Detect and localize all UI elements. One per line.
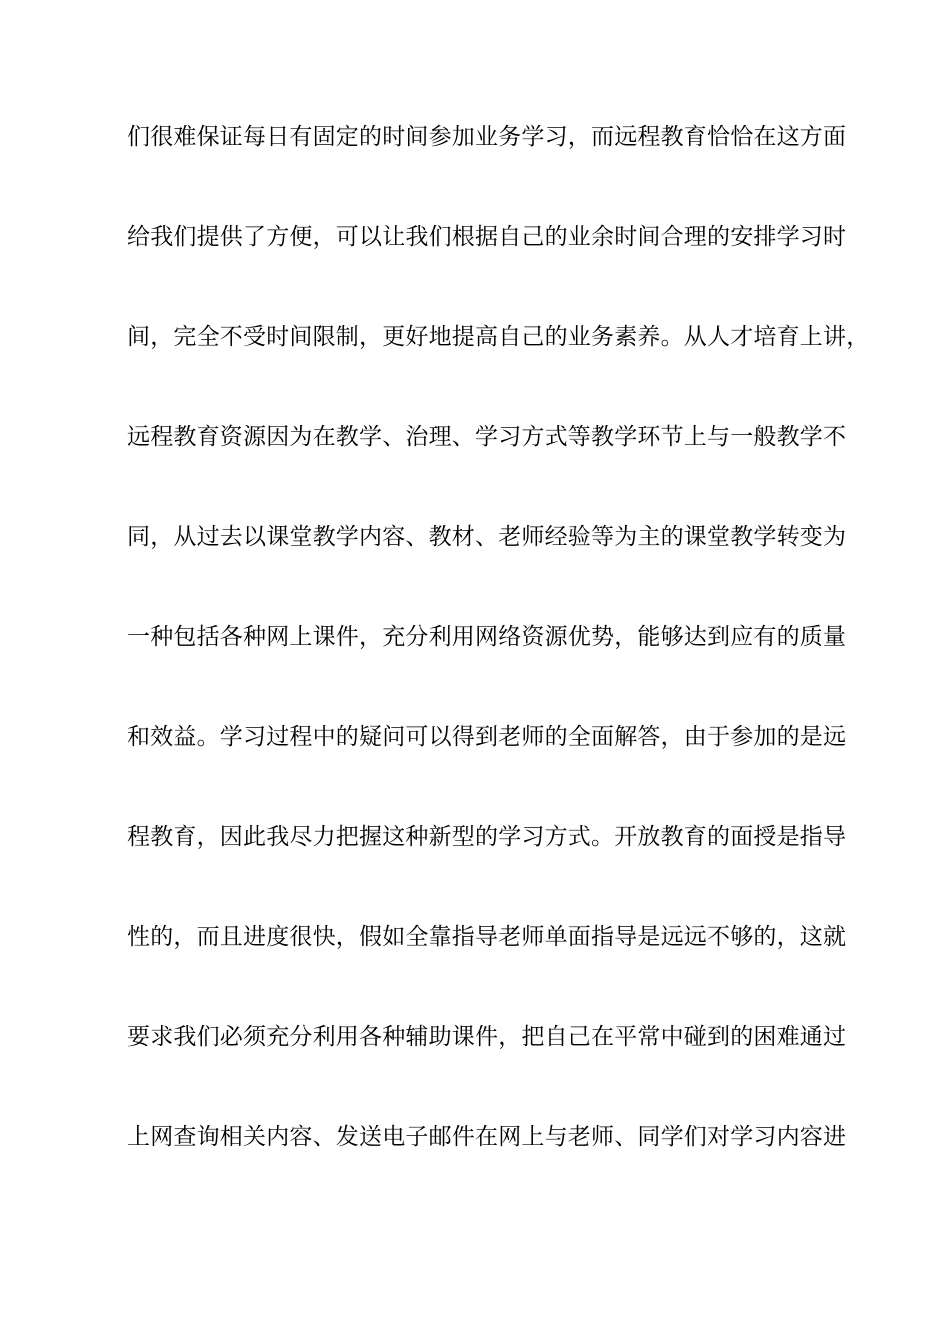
text-line-10: 要求我们必须充分利用各种辅助课件，把自己在平常中碰到的困难通过 (127, 1024, 847, 1050)
text-line-6: 一种包括各种网上课件，充分利用网络资源优势，能够达到应有的质量 (127, 624, 847, 650)
text-line-1: 们很难保证每日有固定的时间参加业务学习，而远程教育恰恰在这方面 (127, 124, 847, 150)
text-line-3: 间，完全不受时间限制，更好地提高自己的业务素养。从人才培育上讲， (127, 324, 870, 350)
text-line-2: 给我们提供了方便，可以让我们根据自己的业余时间合理的安排学习时 (127, 224, 847, 250)
body-text (127, 112, 870, 1212)
text-line-5: 同，从过去以课堂教学内容、教材、老师经验等为主的课堂教学转变为 (127, 524, 847, 550)
text-line-4: 远程教育资源因为在教学、治理、学习方式等教学环节上与一般教学不 (127, 424, 847, 450)
text-line-7: 和效益。学习过程中的疑问可以得到老师的全面解答，由于参加的是远 (127, 724, 847, 750)
text-line-8: 程教育，因此我尽力把握这种新型的学习方式。开放教育的面授是指导 (127, 824, 847, 850)
text-line-9: 性的，而且进度很快，假如全靠指导老师单面指导是远远不够的，这就 (127, 924, 847, 950)
text-line-11: 上网查询相关内容、发送电子邮件在网上与老师、同学们对学习内容进 (127, 1124, 847, 1150)
